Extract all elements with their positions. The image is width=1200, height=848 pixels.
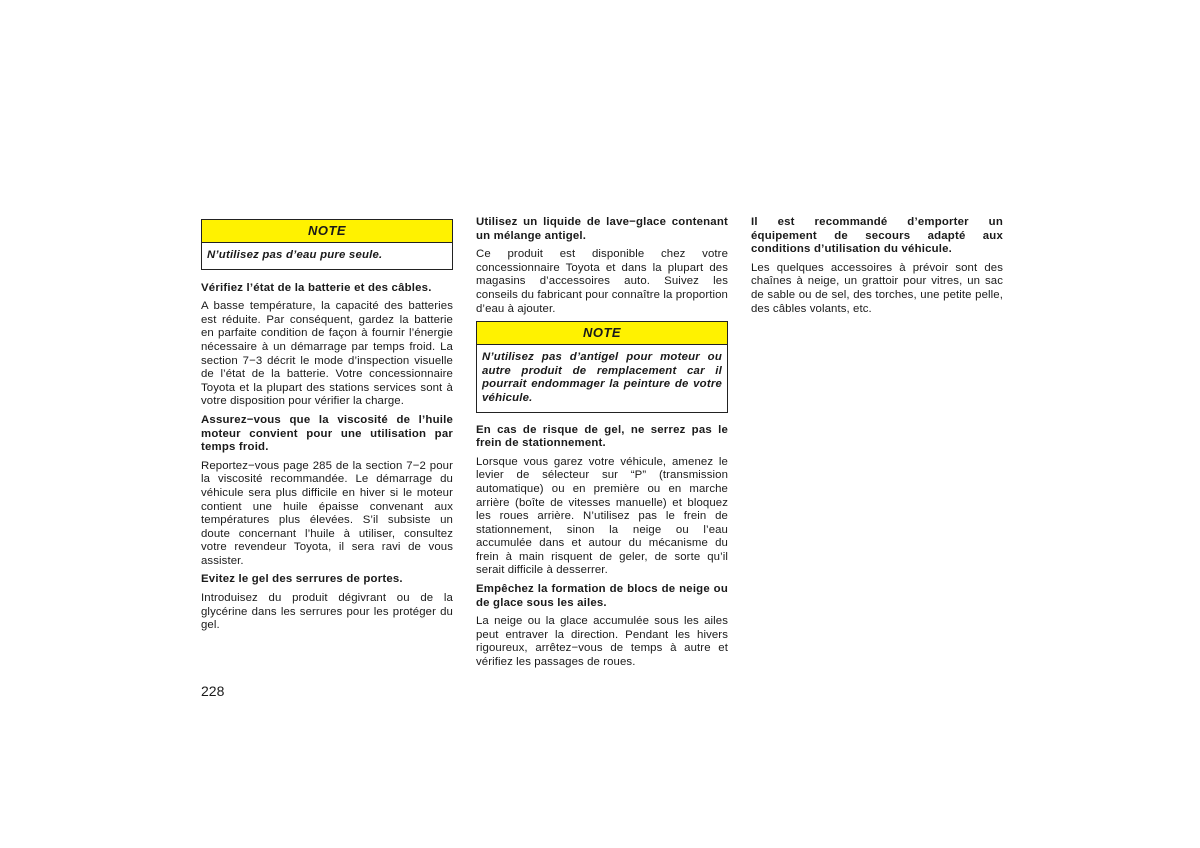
heading-snow-fenders: Empêchez la formation de blocs de neige ou de glace sous les ailes. [476,583,728,609]
paragraph-emergency-equipment: Les quelques accessoires à prévoir sont des chaînes à neige, un grattoir pour vitres, un sac de sable ou de sel, des torches, une petite pelle, des câbles volants, etc. [751,261,1003,315]
heading-washer-fluid: Utilisez un liquide de lave−glace contenant un mélange antigel. [476,216,728,242]
column-3 [751,216,1003,321]
column-1 [201,216,453,638]
heading-parking-brake: En cas de risque de gel, ne serrez pas le frein de stationnement. [476,423,728,450]
paragraph-snow-fenders: La neige ou la glace accumulée sous les ailes peut entraver la direction. Pendant les hivers rigoureux, arrêtez−vous de temps à autre et vérifiez les passages de roues. [476,615,728,669]
paragraph-battery: A basse température, la capacité des batteries est réduite. Par conséquent, gardez la batterie en parfaite condition de façon à fournir l’énergie nécessaire à un démarrage par temps froid. La section 7−3 décrit le mode d’inspection visuelle de l’état de la batterie. Votre concessionnaire Toyota et la plupart des stations services sont à votre disposition pour vérifier la charge. [201,300,453,408]
heading-door-locks: Evitez le gel des serrures de portes. [201,573,403,586]
column-2 [476,216,728,675]
paragraph-oil-viscosity: Reportez−vous page 285 de la section 7−2 pour la viscosité recommandée. Le démarrage du véhicule sera plus difficile en hiver si le moteur contient une huile épaisse convenant aux températures plus élevées. S’il subsiste un doute concernant l’huile à utiliser, consultez votre revendeur Toyota, il sera ravi de vous assister. [201,459,453,567]
note-title: NOTE [202,220,452,243]
note-box [201,219,453,270]
paragraph-door-locks: Introduisez du produit dégivrant ou de la glycérine dans les serrures pour les protéger du gel. [201,592,453,632]
heading-oil-viscosity: Assurez−vous que la viscosité de l’huile moteur convient pour une utilisation par temps froid. [201,413,453,454]
heading-emergency-equipment: Il est recommandé d’emporter un équipement de secours adapté aux conditions d’utilisation du véhicule. [751,216,1003,256]
heading-battery: Vérifiez l’état de la batterie et des câbles. [201,281,432,294]
note-body: N’utilisez pas d’eau pure seule. [207,249,383,261]
note-box [476,321,728,412]
paragraph-washer-fluid: Ce produit est disponible chez votre concessionnaire Toyota et dans la plupart des magasins d’accessoires auto. Suivez les conseils du fabricant pour connaître la proportion d’eau à ajouter. [476,248,728,315]
page-number: 228 [201,683,225,699]
paragraph-parking-brake: Lorsque vous garez votre véhicule, amenez le levier de sélecteur sur “P” (transmission automatique) ou en première ou en marche arrière (boîte de vitesses manuelle) et bloquez les roues arrière. N’utilisez pas le frein de stationnement, sinon la neige ou l’eau accumulée dans et autour du mécanisme du frein à main risquent de geler, de sorte qu’il serait difficile à desserrer. [476,455,728,577]
note-body: N’utilisez pas d’antigel pour moteur ou autre produit de remplacement car il pourrait endommager la peinture de votre véhicule. [482,351,722,404]
note-title: NOTE [477,322,727,345]
